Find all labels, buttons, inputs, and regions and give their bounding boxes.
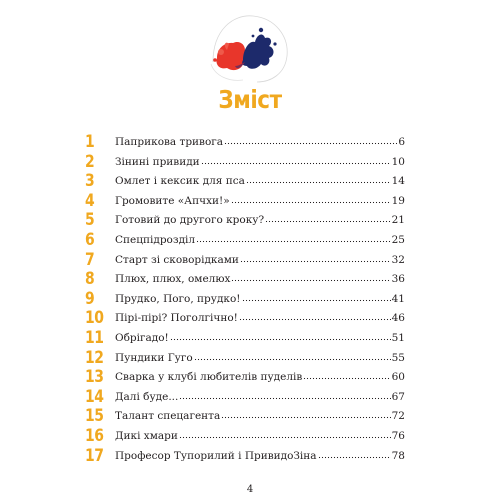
dot-leader — [318, 449, 391, 459]
chapter-number: 17 — [85, 445, 104, 466]
chapter-number: 7 — [85, 249, 95, 270]
chapter-number: 4 — [85, 190, 95, 211]
dot-leader — [170, 331, 391, 341]
dot-leader — [246, 174, 391, 184]
chapter-page: 60 — [391, 371, 405, 384]
chapter-number: 8 — [85, 269, 95, 290]
chapter-title: Паприкова тривога — [115, 136, 224, 148]
dot-leader — [242, 292, 391, 302]
chapter-number: 2 — [85, 151, 95, 172]
chapter-page: 41 — [391, 292, 405, 305]
toc-entry-line — [115, 331, 405, 345]
toc-entry — [85, 269, 405, 289]
chapter-title: Спецпідрозділ — [115, 233, 196, 246]
toc-entry — [85, 210, 405, 230]
chapter-title: Пірі-пірі? Поголгічно! — [115, 312, 238, 325]
dot-leader — [179, 429, 391, 439]
chapter-title: Старт зі сковорідками — [115, 253, 239, 266]
chapter-number: 9 — [85, 288, 95, 309]
chapter-title: Талант спецагента — [115, 410, 221, 423]
toc-entry — [85, 367, 405, 387]
chapter-page: 72 — [391, 410, 405, 423]
chapter-page: 10 — [391, 155, 405, 168]
chapter-title: Дикі хмари — [115, 429, 178, 442]
dot-leader — [239, 311, 391, 321]
dot-leader — [265, 213, 391, 223]
toc-entry-line — [115, 174, 405, 188]
toc-entry-line — [115, 135, 405, 149]
toc-entry — [85, 426, 405, 446]
toc-entry — [85, 132, 405, 152]
chapter-title: Прудко, Пого, прудко! — [115, 292, 241, 305]
toc-entry — [85, 191, 405, 211]
dot-leader — [240, 253, 391, 263]
dot-leader — [231, 272, 390, 282]
toc-entry — [85, 230, 405, 250]
chapter-number: 11 — [85, 327, 104, 348]
chapter-page: 51 — [391, 331, 405, 344]
chapter-number: 1 — [85, 132, 95, 152]
toc-entry-line — [115, 449, 405, 463]
paint-splash-illustration — [205, 10, 295, 88]
toc-entry-line — [115, 272, 405, 286]
toc-entry — [85, 387, 405, 407]
page-title: Зміст — [218, 85, 282, 114]
page-number: 4 — [246, 484, 254, 495]
chapter-title: Сварка у клубі любителів пуделів — [115, 371, 303, 384]
toc-entry — [85, 250, 405, 270]
toc-entry-line — [115, 292, 405, 306]
chapter-page: 6 — [398, 136, 405, 148]
dot-leader — [224, 135, 397, 145]
toc-entry — [85, 289, 405, 309]
chapter-page: 32 — [391, 253, 405, 266]
chapter-page: 14 — [391, 175, 405, 188]
chapter-title: Омлет і кексик для пса — [115, 175, 245, 188]
dot-leader — [196, 233, 391, 243]
chapter-page: 55 — [391, 351, 405, 364]
chapter-title: Професор Тупорилий і ПривидоЗіна — [115, 449, 317, 462]
chapter-title: Обрігадо! — [115, 331, 169, 344]
toc-entry-line — [115, 155, 405, 169]
chapter-page: 21 — [391, 214, 405, 227]
dot-leader — [194, 351, 391, 361]
chapter-number: 14 — [85, 386, 104, 407]
chapter-page: 25 — [391, 233, 405, 246]
chapter-page: 78 — [391, 449, 405, 462]
toc-entry — [85, 308, 405, 328]
chapter-title: Пундики Гуго — [115, 351, 193, 364]
toc-entry-line — [115, 370, 405, 384]
toc-entry — [85, 446, 405, 466]
toc-entry-line — [115, 311, 405, 325]
chapter-number: 6 — [85, 229, 95, 250]
chapter-page: 76 — [391, 429, 405, 442]
toc-entry — [85, 152, 405, 172]
dot-leader — [231, 194, 391, 204]
dot-leader — [303, 370, 390, 380]
chapter-page: 67 — [391, 390, 405, 403]
chapter-number: 15 — [85, 406, 104, 427]
chapter-page: 46 — [391, 312, 405, 325]
chapter-number: 16 — [85, 425, 104, 446]
toc-entry-line — [115, 409, 405, 423]
toc-entry-line — [115, 351, 405, 365]
toc-entry-line — [115, 429, 405, 443]
chapter-number: 10 — [85, 308, 104, 329]
toc-entry — [85, 171, 405, 191]
dot-leader — [221, 409, 390, 419]
toc-entry-line — [115, 213, 405, 227]
chapter-number: 3 — [85, 171, 95, 192]
toc-entry — [85, 348, 405, 368]
toc-entry-line — [115, 390, 405, 404]
chapter-title: Зінині привиди — [115, 155, 200, 168]
chapter-page: 36 — [391, 273, 405, 286]
chapter-number: 13 — [85, 367, 104, 388]
chapter-title: Готовий до другого кроку? — [115, 214, 265, 227]
toc-entry — [85, 328, 405, 348]
toc-entry-line — [115, 253, 405, 267]
chapter-page: 19 — [391, 194, 405, 207]
chapter-title: Далі буде... — [115, 390, 179, 403]
chapter-number: 12 — [85, 347, 104, 368]
chapter-number: 5 — [85, 210, 95, 231]
dot-leader — [201, 155, 391, 165]
toc-entry-line — [115, 194, 405, 208]
table-of-contents — [85, 132, 405, 465]
dot-leader — [179, 390, 390, 400]
chapter-title: Плюх, плюх, омелюх — [115, 273, 231, 286]
chapter-title: Громовите «Апчхи!» — [115, 194, 230, 207]
toc-entry — [85, 406, 405, 426]
toc-entry-line — [115, 233, 405, 247]
